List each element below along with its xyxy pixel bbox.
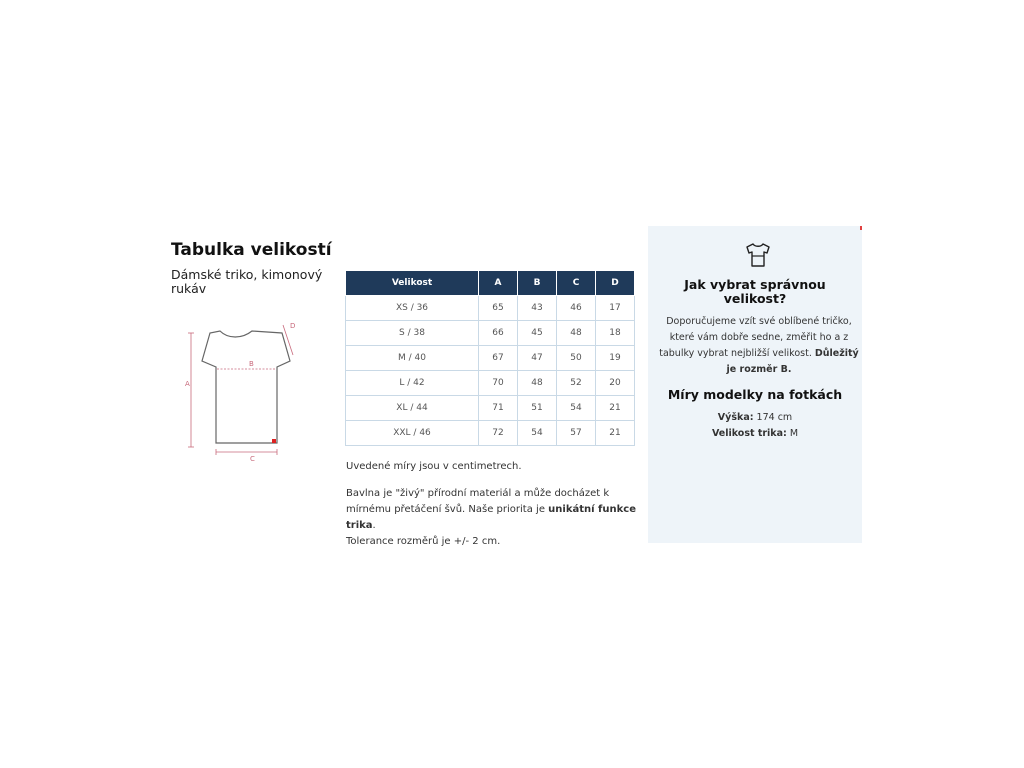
table-cell: 47: [518, 346, 557, 371]
table-cell: 43: [518, 296, 557, 321]
table-cell: 50: [557, 346, 596, 371]
table-cell: 45: [518, 321, 557, 346]
cotton-note-bold: unikátní funkce trika: [346, 504, 636, 531]
table-header-b: B: [518, 271, 557, 296]
table-cell: 65: [479, 296, 518, 321]
dim-label-b: B: [249, 360, 254, 368]
table-cell: 18: [596, 321, 635, 346]
table-cell: M / 40: [346, 346, 479, 371]
model-measurements-heading: Míry modelky na fotkách: [667, 387, 843, 402]
table-cell: 66: [479, 321, 518, 346]
size-table: [345, 270, 635, 446]
table-cell: 17: [596, 296, 635, 321]
model-height-value: 174 cm: [753, 412, 793, 423]
table-row: [346, 296, 635, 321]
table-header-d: D: [596, 271, 635, 296]
table-cell: 67: [479, 346, 518, 371]
table-notes: [346, 459, 646, 561]
table-cell: 51: [518, 396, 557, 421]
advice-text-bold: Důležitý je rozměr B.: [726, 348, 859, 375]
table-cell: 70: [479, 371, 518, 396]
model-shirt-size-value: M: [786, 428, 799, 439]
table-cell: 21: [596, 396, 635, 421]
table-header-row: [346, 271, 635, 296]
tshirt-label-tag: [272, 439, 276, 443]
tolerance-note: Tolerance rozměrů je +/- 2 cm.: [346, 536, 501, 547]
model-shirt-size: [648, 428, 862, 439]
table-cell: 52: [557, 371, 596, 396]
tshirt-measurement-diagram: [180, 315, 310, 465]
table-cell: XXL / 46: [346, 421, 479, 446]
model-height: [648, 412, 862, 423]
cotton-note-text: Bavlna je "živý" přírodní materiál a může docházet k mírnému přetáčení švů. Naše priorita je: [346, 488, 610, 515]
dim-label-c: C: [250, 455, 255, 463]
decorative-marker: [860, 226, 862, 230]
dim-label-a: A: [185, 380, 190, 388]
table-row: [346, 346, 635, 371]
table-header-a: A: [479, 271, 518, 296]
table-row: [346, 396, 635, 421]
page-subtitle: Dámské triko, kimonový rukáv: [171, 267, 323, 296]
table-cell: 71: [479, 396, 518, 421]
table-row: [346, 321, 635, 346]
model-height-label: Výška:: [717, 412, 754, 423]
table-header-c: C: [557, 271, 596, 296]
table-cell: 72: [479, 421, 518, 446]
cotton-note-end: .: [372, 520, 376, 531]
dim-label-d: D: [290, 322, 296, 330]
table-row: [346, 421, 635, 446]
table-cell: 21: [596, 421, 635, 446]
advice-text-body: Doporučujeme vzít své oblíbené tričko, které vám dobře sedne, změřit ho a z tabulky vybrat nejbližší velikost.: [659, 316, 852, 359]
size-advice-panel: [648, 226, 862, 543]
table-cell: 46: [557, 296, 596, 321]
table-cell: 54: [518, 421, 557, 446]
table-cell: XL / 44: [346, 396, 479, 421]
tshirt-outline: [202, 331, 290, 443]
table-cell: 48: [518, 371, 557, 396]
table-row: [346, 371, 635, 396]
table-cell: 54: [557, 396, 596, 421]
units-note: Uvedené míry jsou v centimetrech.: [346, 461, 522, 472]
table-cell: 19: [596, 346, 635, 371]
table-cell: S / 38: [346, 321, 479, 346]
table-header-size: Velikost: [346, 271, 479, 296]
cotton-note: [346, 486, 646, 550]
page-title: Tabulka velikostí: [171, 240, 332, 260]
table-cell: 57: [557, 421, 596, 446]
model-shirt-size-label: Velikost trika:: [711, 428, 787, 439]
table-cell: L / 42: [346, 371, 479, 396]
advice-text: [656, 314, 862, 378]
choose-size-heading: Jak vybrat správnou velikost?: [684, 277, 826, 306]
tshirt-icon: [745, 241, 771, 269]
table-cell: 20: [596, 371, 635, 396]
table-cell: 48: [557, 321, 596, 346]
table-cell: XS / 36: [346, 296, 479, 321]
